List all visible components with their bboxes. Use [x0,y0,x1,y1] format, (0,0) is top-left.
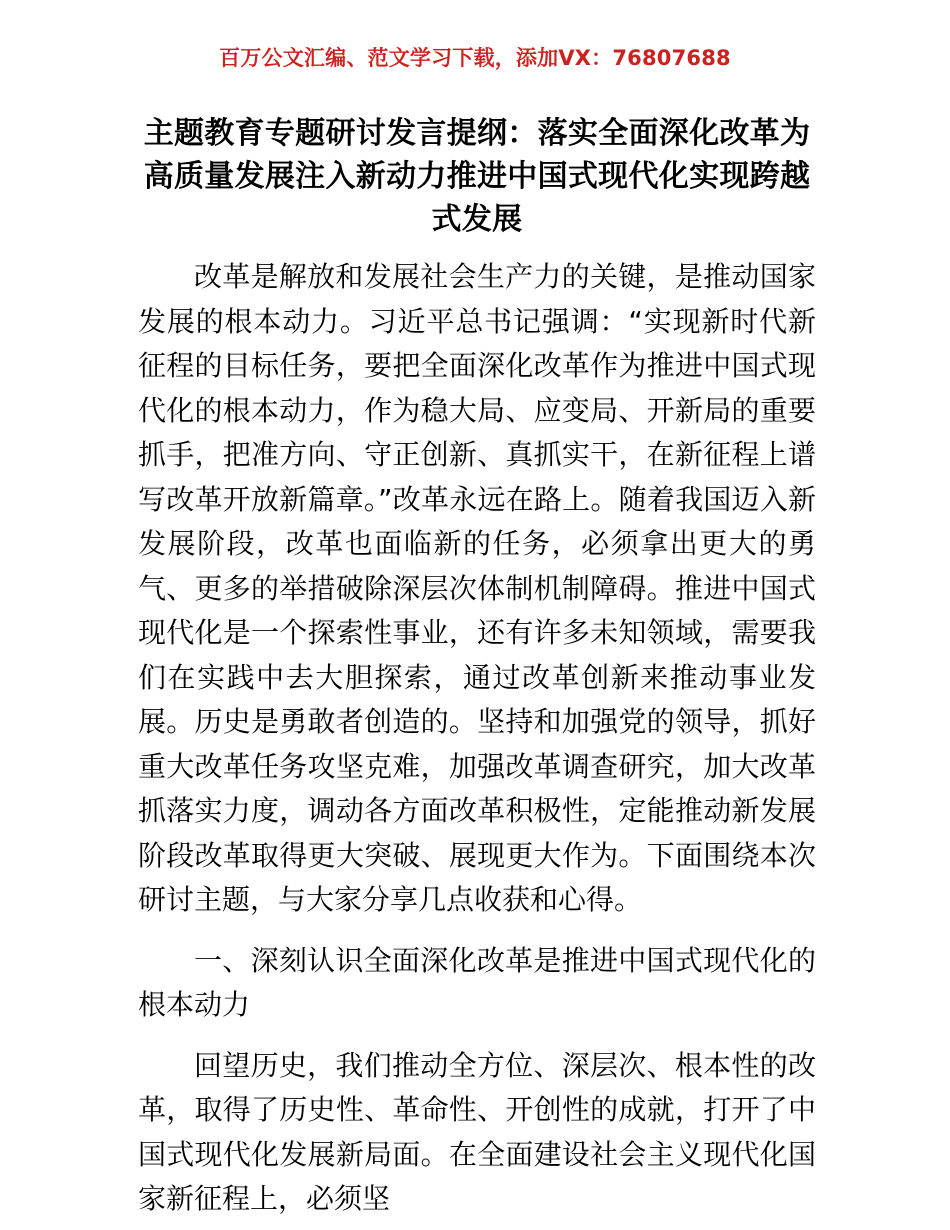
section-heading-1: 一、深刻认识全面深化改革是推进中国式现代化的根本动力 [138,943,816,1021]
body-paragraph-1: 改革是解放和发展社会生产力的关键，是推动国家发展的根本动力。习近平总书记强调：“实现新时代新征程的目标任务，要把全面深化改革作为推进中国式现代化的根本动力，作为稳大局、应变局、开新局的重要抓手，把准方向、守正创新、真抓实干，在新征程上谱写改革开放新篇章。”改革永远在路上。随着我国迈入新发展阶段，改革也面临新的任务，必须拿出更大的勇气、更多的举措破除深层次体制机制障碍。推进中国式现代化是一个探索性事业，还有许多未知领域，需要我们在实践中去大胆探索，通过改革创新来推动事业发展。历史是勇敢者创造的。坚持和加强党的领导，抓好重大改革任务攻坚克难，加强改革调查研究，加大改革抓落实力度，调动各方面改革积极性，定能推动新发展阶段改革取得更大突破、展现更大作为。下面围绕本次研讨主题，与大家分享几点收获和心得。 [138,260,816,916]
document-body-column [138,112,816,1222]
document-title: 主题教育专题研讨发言提纲：落实全面深化改革为高质量发展注入新动力推进中国式现代化实现跨越式发展 [143,116,811,237]
body-paragraph-2: 回望历史，我们推动全方位、深层次、根本性的改革，取得了历史性、革命性、开创性的成就，打开了中国式现代化发展新局面。在全面建设社会主义现代化国家新征程上，必须坚 [138,1048,816,1215]
promo-header-banner: 百万公文汇编、范文学习下载，添加VX：76807688 [219,46,731,70]
